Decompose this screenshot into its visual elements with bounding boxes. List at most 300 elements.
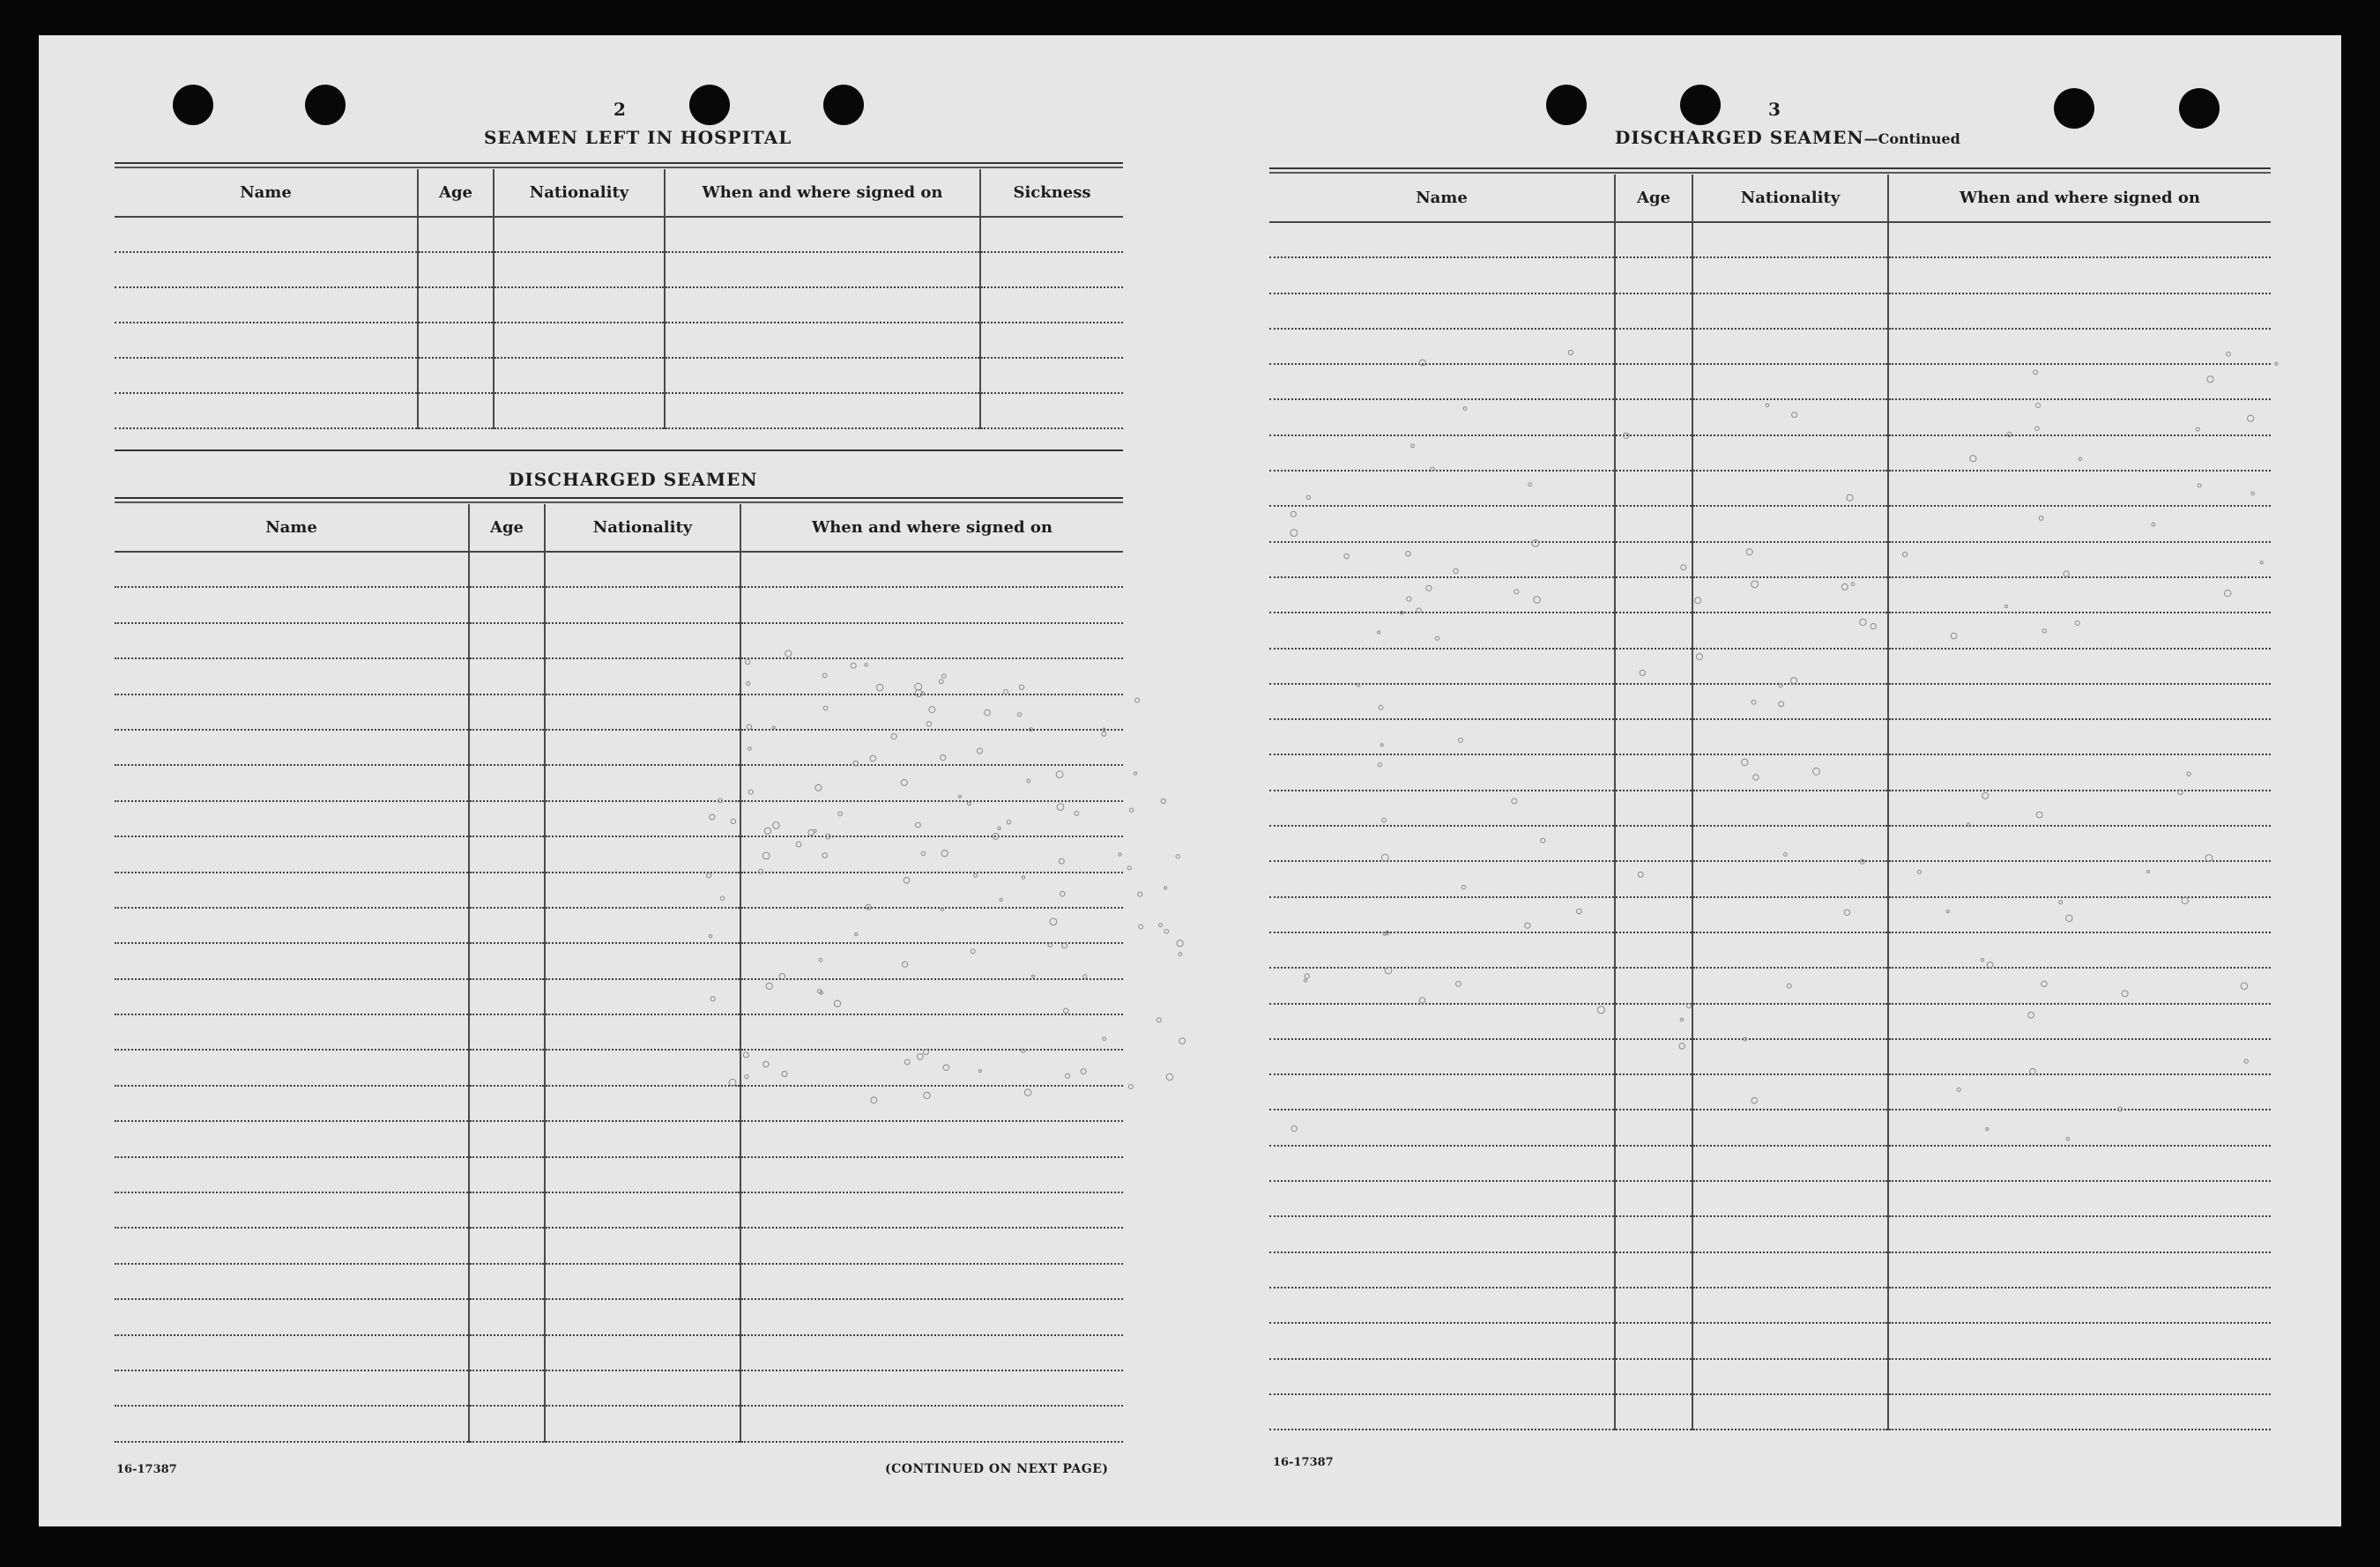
blank-cell bbox=[665, 287, 980, 323]
blank-cell bbox=[494, 358, 665, 393]
column-header-name: Name bbox=[1269, 175, 1615, 222]
blank-cell bbox=[115, 908, 469, 943]
blank-cell bbox=[1269, 719, 1615, 754]
blank-row bbox=[1269, 1110, 2271, 1145]
blank-cell bbox=[740, 1014, 1123, 1050]
blank-cell bbox=[545, 730, 740, 765]
blank-cell bbox=[1888, 861, 2271, 896]
blank-row bbox=[1269, 399, 2271, 434]
blank-cell bbox=[1692, 1216, 1888, 1251]
paper-speck bbox=[1161, 798, 1165, 803]
blank-cell bbox=[1888, 293, 2271, 329]
blank-cell bbox=[1269, 1004, 1615, 1039]
blank-cell bbox=[740, 1157, 1123, 1192]
blank-cell bbox=[740, 1335, 1123, 1370]
blank-cell bbox=[1692, 932, 1888, 968]
blank-cell bbox=[665, 323, 980, 358]
blank-cell bbox=[1692, 257, 1888, 293]
blank-cell bbox=[1615, 257, 1692, 293]
blank-cell bbox=[1692, 435, 1888, 471]
blank-cell bbox=[665, 358, 980, 393]
blank-cell bbox=[1615, 1323, 1692, 1358]
paper-speck bbox=[1164, 930, 1169, 934]
blank-cell bbox=[1888, 435, 2271, 471]
blank-row bbox=[115, 552, 1123, 587]
column-header-signed-on: When and where signed on bbox=[740, 504, 1123, 552]
blank-cell bbox=[494, 252, 665, 287]
blank-cell bbox=[1692, 684, 1888, 719]
blank-cell bbox=[1692, 506, 1888, 541]
blank-cell bbox=[1269, 1146, 1615, 1181]
blank-cell bbox=[1615, 719, 1692, 754]
blank-cell bbox=[1269, 897, 1615, 932]
blank-cell bbox=[1888, 897, 2271, 932]
blank-cell bbox=[469, 1264, 545, 1299]
blank-cell bbox=[740, 552, 1123, 587]
continued-note: (CONTINUED ON NEXT PAGE) bbox=[885, 1462, 1109, 1476]
blank-cell bbox=[1615, 399, 1692, 434]
hospital-rows bbox=[115, 217, 1123, 428]
blank-cell bbox=[1888, 1394, 2271, 1430]
blank-row bbox=[1269, 1359, 2271, 1394]
blank-cell bbox=[545, 1050, 740, 1085]
blank-cell bbox=[1615, 1216, 1692, 1251]
blank-cell bbox=[545, 1228, 740, 1263]
blank-cell bbox=[1269, 1110, 1615, 1145]
punch-hole bbox=[823, 85, 864, 125]
blank-cell bbox=[1888, 1146, 2271, 1181]
blank-cell bbox=[1615, 435, 1692, 471]
blank-row bbox=[1269, 506, 2271, 541]
blank-cell bbox=[1269, 1039, 1615, 1074]
blank-cell bbox=[1692, 329, 1888, 364]
blank-row bbox=[1269, 542, 2271, 577]
blank-cell bbox=[740, 1264, 1123, 1299]
discharged-table bbox=[115, 504, 1123, 1443]
blank-cell bbox=[740, 1299, 1123, 1334]
blank-cell bbox=[1615, 577, 1692, 613]
blank-cell bbox=[545, 943, 740, 978]
blank-cell bbox=[1692, 791, 1888, 826]
blank-cell bbox=[740, 908, 1123, 943]
paper-speck bbox=[1159, 924, 1163, 927]
blank-cell bbox=[469, 765, 545, 800]
blank-row bbox=[115, 1299, 1123, 1334]
blank-cell bbox=[1269, 364, 1615, 399]
blank-cell bbox=[545, 1086, 740, 1121]
blank-row bbox=[1269, 329, 2271, 364]
punch-hole bbox=[689, 85, 730, 125]
column-header-nationality: Nationality bbox=[494, 169, 665, 217]
blank-cell bbox=[1692, 1323, 1888, 1358]
blank-row bbox=[115, 623, 1123, 658]
blank-row bbox=[1269, 1004, 2271, 1039]
blank-row bbox=[115, 252, 1123, 287]
blank-cell bbox=[1615, 968, 1692, 1003]
blank-cell bbox=[115, 658, 469, 694]
blank-cell bbox=[469, 908, 545, 943]
blank-cell bbox=[1692, 471, 1888, 506]
blank-cell bbox=[1692, 649, 1888, 684]
blank-cell bbox=[740, 658, 1123, 694]
blank-cell bbox=[1269, 329, 1615, 364]
blank-cell bbox=[418, 217, 494, 252]
blank-cell bbox=[545, 1192, 740, 1228]
blank-cell bbox=[469, 623, 545, 658]
paper-speck bbox=[1139, 925, 1143, 929]
blank-cell bbox=[1269, 826, 1615, 861]
form-number-left: 16-17387 bbox=[116, 1463, 177, 1476]
blank-cell bbox=[115, 1228, 469, 1263]
blank-cell bbox=[1269, 293, 1615, 329]
blank-row bbox=[1269, 1323, 2271, 1358]
paper-speck bbox=[1157, 1018, 1161, 1022]
blank-row bbox=[115, 1228, 1123, 1263]
blank-cell bbox=[469, 1228, 545, 1263]
blank-cell bbox=[115, 217, 418, 252]
blank-cell bbox=[1888, 613, 2271, 648]
paper-speck bbox=[1134, 772, 1136, 775]
blank-cell bbox=[115, 1050, 469, 1085]
blank-row bbox=[1269, 684, 2271, 719]
column-header-name: Name bbox=[115, 504, 469, 552]
column-header-name: Name bbox=[115, 169, 418, 217]
blank-cell bbox=[469, 730, 545, 765]
blank-cell bbox=[1692, 613, 1888, 648]
blank-cell bbox=[545, 765, 740, 800]
blank-cell bbox=[469, 943, 545, 978]
blank-cell bbox=[545, 1370, 740, 1406]
blank-cell bbox=[545, 587, 740, 622]
blank-row bbox=[1269, 968, 2271, 1003]
blank-cell bbox=[1615, 293, 1692, 329]
blank-cell bbox=[115, 1264, 469, 1299]
blank-cell bbox=[418, 358, 494, 393]
punch-hole bbox=[2054, 88, 2094, 129]
blank-cell bbox=[545, 801, 740, 836]
blank-cell bbox=[980, 393, 1123, 428]
blank-cell bbox=[545, 1406, 740, 1441]
blank-cell bbox=[469, 587, 545, 622]
blank-cell bbox=[1888, 791, 2271, 826]
blank-row bbox=[1269, 1288, 2271, 1323]
blank-cell bbox=[1692, 364, 1888, 399]
blank-cell bbox=[665, 217, 980, 252]
blank-row bbox=[115, 1406, 1123, 1441]
blank-cell bbox=[1269, 506, 1615, 541]
blank-row bbox=[1269, 932, 2271, 968]
blank-cell bbox=[740, 1121, 1123, 1156]
page-number-left: 2 bbox=[614, 99, 626, 120]
blank-row bbox=[115, 1370, 1123, 1406]
blank-cell bbox=[1615, 1146, 1692, 1181]
blank-cell bbox=[1615, 791, 1692, 826]
discharged-top-rule bbox=[115, 497, 1123, 503]
blank-cell bbox=[740, 1086, 1123, 1121]
blank-cell bbox=[115, 801, 469, 836]
blank-row bbox=[1269, 435, 2271, 471]
section-title-suffix: —Continued bbox=[1863, 130, 1960, 147]
blank-cell bbox=[1692, 719, 1888, 754]
blank-row bbox=[115, 694, 1123, 730]
column-header-nationality: Nationality bbox=[545, 504, 740, 552]
blank-cell bbox=[418, 393, 494, 428]
blank-row bbox=[1269, 364, 2271, 399]
blank-cell bbox=[469, 873, 545, 908]
blank-row bbox=[1269, 1394, 2271, 1430]
blank-cell bbox=[494, 393, 665, 428]
blank-cell bbox=[1888, 222, 2271, 257]
blank-cell bbox=[115, 552, 469, 587]
paper-speck bbox=[1177, 940, 1183, 947]
blank-cell bbox=[740, 979, 1123, 1014]
blank-cell bbox=[1692, 1039, 1888, 1074]
blank-cell bbox=[1269, 932, 1615, 968]
blank-row bbox=[115, 836, 1123, 872]
blank-row bbox=[1269, 861, 2271, 896]
blank-cell bbox=[740, 1406, 1123, 1441]
blank-cell bbox=[469, 1406, 545, 1441]
blank-cell bbox=[115, 730, 469, 765]
blank-cell bbox=[740, 873, 1123, 908]
blank-row bbox=[115, 358, 1123, 393]
blank-cell bbox=[1269, 1323, 1615, 1358]
blank-cell bbox=[740, 1050, 1123, 1085]
discharged-continued-rows bbox=[1269, 222, 2271, 1430]
blank-row bbox=[1269, 613, 2271, 648]
paper-speck bbox=[1164, 887, 1167, 889]
blank-row bbox=[115, 658, 1123, 694]
column-header-age: Age bbox=[418, 169, 494, 217]
blank-row bbox=[1269, 1216, 2271, 1251]
blank-row bbox=[115, 1121, 1123, 1156]
paper-speck bbox=[1135, 698, 1140, 702]
blank-cell bbox=[418, 252, 494, 287]
blank-cell bbox=[740, 587, 1123, 622]
blank-cell bbox=[469, 1370, 545, 1406]
blank-cell bbox=[115, 587, 469, 622]
blank-cell bbox=[115, 393, 418, 428]
blank-cell bbox=[1615, 1039, 1692, 1074]
blank-cell bbox=[469, 694, 545, 730]
paper-speck bbox=[1128, 1085, 1133, 1089]
punch-hole bbox=[1680, 85, 1721, 125]
blank-cell bbox=[1269, 1394, 1615, 1430]
blank-cell bbox=[740, 943, 1123, 978]
blank-cell bbox=[1692, 1074, 1888, 1110]
blank-cell bbox=[1269, 1216, 1615, 1251]
blank-cell bbox=[1615, 1074, 1692, 1110]
column-header-nationality: Nationality bbox=[1692, 175, 1888, 222]
blank-cell bbox=[469, 1050, 545, 1085]
hospital-section-title: SEAMEN LEFT IN HOSPITAL bbox=[484, 127, 792, 148]
blank-cell bbox=[1269, 1252, 1615, 1288]
blank-cell bbox=[1692, 1288, 1888, 1323]
blank-row bbox=[115, 943, 1123, 978]
blank-cell bbox=[1269, 791, 1615, 826]
blank-row bbox=[1269, 897, 2271, 932]
blank-row bbox=[115, 765, 1123, 800]
blank-row bbox=[1269, 1074, 2271, 1110]
blank-cell bbox=[115, 1192, 469, 1228]
blank-cell bbox=[545, 1335, 740, 1370]
section-title-main: DISCHARGED SEAMEN bbox=[1615, 127, 1864, 148]
blank-cell bbox=[545, 979, 740, 1014]
blank-cell bbox=[1888, 1004, 2271, 1039]
blank-cell bbox=[1615, 1181, 1692, 1216]
blank-cell bbox=[1269, 399, 1615, 434]
blank-cell bbox=[740, 836, 1123, 872]
blank-cell bbox=[115, 1370, 469, 1406]
blank-cell bbox=[418, 287, 494, 323]
blank-row bbox=[1269, 1039, 2271, 1074]
blank-cell bbox=[1888, 719, 2271, 754]
blank-row bbox=[1269, 826, 2271, 861]
blank-cell bbox=[1692, 542, 1888, 577]
blank-row bbox=[1269, 293, 2271, 329]
blank-cell bbox=[1692, 968, 1888, 1003]
blank-row bbox=[115, 1192, 1123, 1228]
blank-row bbox=[115, 323, 1123, 358]
blank-cell bbox=[740, 730, 1123, 765]
blank-row bbox=[1269, 719, 2271, 754]
blank-cell bbox=[1888, 542, 2271, 577]
blank-row bbox=[115, 873, 1123, 908]
blank-cell bbox=[1888, 257, 2271, 293]
punch-hole bbox=[2179, 88, 2220, 129]
blank-cell bbox=[980, 287, 1123, 323]
blank-cell bbox=[1888, 1359, 2271, 1394]
blank-cell bbox=[1615, 471, 1692, 506]
blank-cell bbox=[469, 801, 545, 836]
blank-cell bbox=[115, 943, 469, 978]
blank-cell bbox=[1888, 329, 2271, 364]
paper-speck bbox=[1176, 855, 1179, 858]
blank-cell bbox=[115, 1299, 469, 1334]
blank-cell bbox=[1615, 613, 1692, 648]
column-header-age: Age bbox=[469, 504, 545, 552]
blank-cell bbox=[1615, 754, 1692, 790]
blank-cell bbox=[740, 1192, 1123, 1228]
blank-cell bbox=[1269, 471, 1615, 506]
hospital-bottom-rule bbox=[115, 449, 1123, 451]
blank-cell bbox=[1615, 364, 1692, 399]
paper-speck bbox=[1138, 892, 1142, 896]
blank-cell bbox=[469, 1121, 545, 1156]
blank-cell bbox=[1615, 1288, 1692, 1323]
blank-cell bbox=[1615, 897, 1692, 932]
blank-cell bbox=[115, 358, 418, 393]
blank-cell bbox=[1269, 435, 1615, 471]
blank-cell bbox=[1888, 826, 2271, 861]
blank-cell bbox=[1269, 1359, 1615, 1394]
blank-cell bbox=[545, 908, 740, 943]
column-header-signed-on: When and where signed on bbox=[1888, 175, 2271, 222]
blank-cell bbox=[980, 252, 1123, 287]
blank-cell bbox=[1692, 897, 1888, 932]
blank-cell bbox=[1269, 613, 1615, 648]
blank-cell bbox=[1615, 649, 1692, 684]
blank-cell bbox=[115, 1157, 469, 1192]
punch-hole bbox=[1546, 85, 1587, 125]
blank-cell bbox=[1269, 257, 1615, 293]
blank-cell bbox=[1615, 506, 1692, 541]
blank-cell bbox=[1615, 1394, 1692, 1430]
blank-cell bbox=[469, 1299, 545, 1334]
blank-cell bbox=[1269, 1288, 1615, 1323]
blank-cell bbox=[740, 1370, 1123, 1406]
blank-cell bbox=[469, 1192, 545, 1228]
blank-cell bbox=[115, 765, 469, 800]
blank-cell bbox=[115, 252, 418, 287]
hospital-top-rule bbox=[115, 162, 1123, 168]
blank-cell bbox=[469, 552, 545, 587]
paper-speck bbox=[1130, 808, 1134, 812]
blank-cell bbox=[469, 1086, 545, 1121]
blank-cell bbox=[740, 801, 1123, 836]
column-header-age: Age bbox=[1615, 175, 1692, 222]
blank-cell bbox=[545, 1014, 740, 1050]
blank-row bbox=[115, 393, 1123, 428]
blank-row bbox=[1269, 1181, 2271, 1216]
blank-cell bbox=[1269, 577, 1615, 613]
blank-cell bbox=[1269, 222, 1615, 257]
blank-cell bbox=[115, 1121, 469, 1156]
blank-row bbox=[1269, 257, 2271, 293]
paper-speck bbox=[1179, 1038, 1186, 1044]
blank-cell bbox=[1888, 364, 2271, 399]
blank-cell bbox=[1269, 649, 1615, 684]
blank-cell bbox=[469, 658, 545, 694]
blank-cell bbox=[115, 287, 418, 323]
form-number-right: 16-17387 bbox=[1273, 1456, 1334, 1469]
blank-cell bbox=[1692, 1252, 1888, 1288]
blank-cell bbox=[1269, 968, 1615, 1003]
blank-cell bbox=[545, 836, 740, 872]
blank-cell bbox=[1615, 826, 1692, 861]
blank-cell bbox=[1692, 826, 1888, 861]
blank-cell bbox=[1888, 754, 2271, 790]
blank-row bbox=[115, 287, 1123, 323]
blank-cell bbox=[1692, 222, 1888, 257]
paper-speck bbox=[1179, 953, 1182, 956]
discharged-continued-title bbox=[1615, 127, 1960, 148]
blank-cell bbox=[980, 323, 1123, 358]
blank-row bbox=[115, 1014, 1123, 1050]
blank-cell bbox=[545, 1157, 740, 1192]
blank-cell bbox=[1692, 861, 1888, 896]
blank-cell bbox=[1269, 684, 1615, 719]
blank-cell bbox=[1692, 1359, 1888, 1394]
blank-cell bbox=[115, 836, 469, 872]
blank-row bbox=[1269, 222, 2271, 257]
blank-row bbox=[115, 1050, 1123, 1085]
blank-cell bbox=[1888, 1216, 2271, 1251]
blank-cell bbox=[115, 623, 469, 658]
blank-row bbox=[1269, 791, 2271, 826]
blank-cell bbox=[980, 217, 1123, 252]
column-header-signed-on: When and where signed on bbox=[665, 169, 980, 217]
blank-row bbox=[1269, 1252, 2271, 1288]
blank-cell bbox=[1615, 542, 1692, 577]
blank-cell bbox=[1888, 1074, 2271, 1110]
blank-row bbox=[1269, 577, 2271, 613]
blank-cell bbox=[665, 252, 980, 287]
blank-cell bbox=[740, 623, 1123, 658]
blank-cell bbox=[1269, 754, 1615, 790]
paper-speck bbox=[1166, 1073, 1172, 1080]
blank-cell bbox=[1888, 471, 2271, 506]
